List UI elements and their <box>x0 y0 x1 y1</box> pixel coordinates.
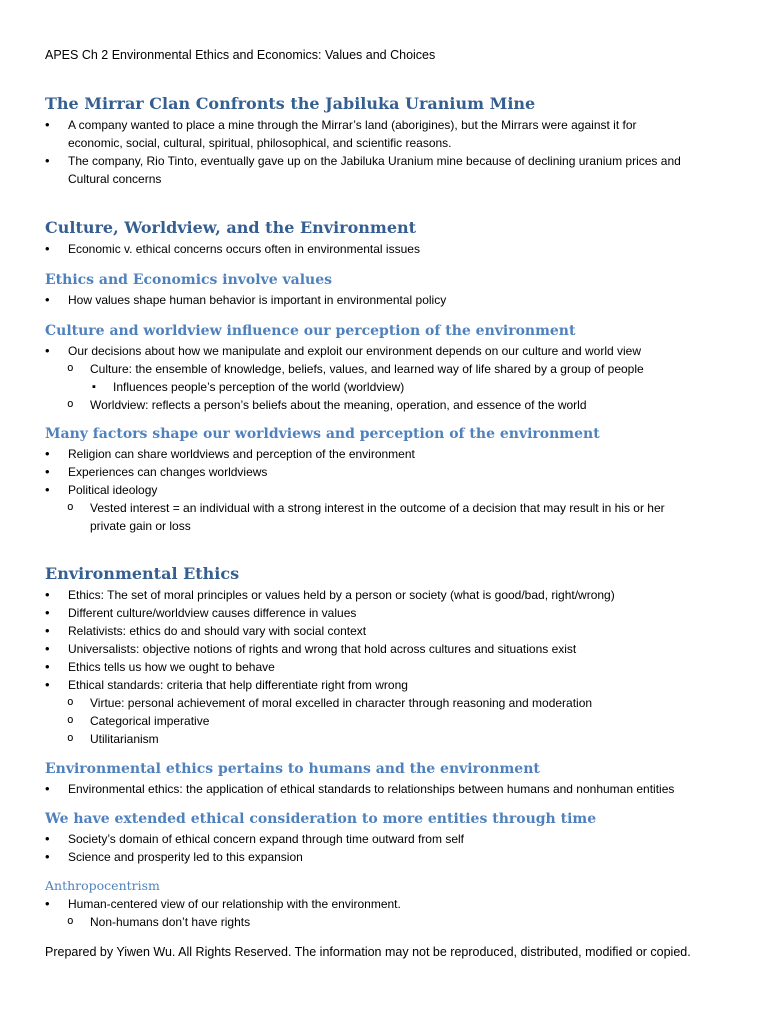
subsection-heading: We have extended ethical consideration to more entities through time <box>45 811 597 827</box>
list-item: • Society’s domain of ethical concern expand through time outward from self <box>45 830 728 848</box>
section-culture-perception <box>45 322 728 414</box>
list-item-continuation: economic, social, cultural, spiritual, philosophical, and scientific reasons. <box>68 136 452 150</box>
section-environmental-ethics <box>45 564 728 748</box>
section-anthropocentrism <box>45 878 728 931</box>
list-item: • The company, Rio Tinto, eventually gave up on the Jabiluka Uranium mine because of declining uranium prices and <box>45 152 728 170</box>
document-title: APES Ch 2 Environmental Ethics and Economics: Values and Choices <box>45 48 436 62</box>
list-item: • Human-centered view of our relationship with the environment. <box>45 895 728 913</box>
list-item: • How values shape human behavior is important in environmental policy <box>45 291 728 309</box>
list-item: • Ethics tells us how we ought to behave <box>45 658 728 676</box>
section-factors-worldviews <box>45 425 728 535</box>
sub-list-item: o Non-humans don’t have rights <box>45 913 728 931</box>
section-ethics-humans-environment <box>45 760 728 798</box>
list-item: • Political ideology <box>45 481 728 499</box>
copyright-footer: Prepared by Yiwen Wu. All Rights Reserved. The information may not be reproduced, distributed, modified or copied. <box>45 945 691 959</box>
list-item-continuation: Cultural concerns <box>68 172 162 186</box>
section-extended-consideration <box>45 810 728 866</box>
section-mirrar-clan <box>45 94 728 188</box>
section-heading: Environmental Ethics <box>45 564 240 583</box>
sub-sub-list-item: ▪ Influences people’s perception of the world (worldview) <box>45 378 728 396</box>
list-item: • Ethics: The set of moral principles or values held by a person or society (what is good/bad, right/wrong) <box>45 586 728 604</box>
sub-list-item: o Worldview: reflects a person’s beliefs about the meaning, operation, and essence of the world <box>45 396 728 414</box>
subsection-heading: Culture and worldview influence our perception of the environment <box>45 323 576 339</box>
sub-list-item: o Culture: the ensemble of knowledge, beliefs, values, and learned way of life shared by a group of people <box>45 360 728 378</box>
list-item: • Different culture/worldview causes difference in values <box>45 604 728 622</box>
subsection-heading: Many factors shape our worldviews and perception of the environment <box>45 426 600 442</box>
sub-list-item: o Vested interest = an individual with a strong interest in the outcome of a decision that may result in his or her <box>45 499 728 517</box>
list-item: • Experiences can changes worldviews <box>45 463 728 481</box>
list-item: • Religion can share worldviews and perception of the environment <box>45 445 728 463</box>
section-heading: Culture, Worldview, and the Environment <box>45 218 417 237</box>
list-item: • Our decisions about how we manipulate and exploit our environment depends on our culture and world view <box>45 342 728 360</box>
section-heading: The Mirrar Clan Confronts the Jabiluka Uranium Mine <box>45 94 536 113</box>
list-item: • Environmental ethics: the application of ethical standards to relationships between humans and nonhuman entities <box>45 780 728 798</box>
list-item: • A company wanted to place a mine through the Mirrar’s land (aborigines), but the Mirrars were against it for <box>45 116 728 134</box>
list-item: • Science and prosperity led to this expansion <box>45 848 728 866</box>
list-item: • Economic v. ethical concerns occurs often in environmental issues <box>45 240 728 258</box>
list-item: • Ethical standards: criteria that help differentiate right from wrong <box>45 676 728 694</box>
subsection-heading: Environmental ethics pertains to humans and the environment <box>45 761 540 777</box>
minor-heading: Anthropocentrism <box>45 878 160 893</box>
section-culture-worldview <box>45 218 728 258</box>
list-item: • Universalists: objective notions of rights and wrong that hold across cultures and situations exist <box>45 640 728 658</box>
sub-list-item: o Virtue: personal achievement of moral excelled in character through reasoning and moderation <box>45 694 728 712</box>
list-item: • Relativists: ethics do and should vary with social context <box>45 622 728 640</box>
sub-list-item-continuation: private gain or loss <box>90 519 191 533</box>
section-ethics-economics <box>45 271 728 309</box>
subsection-heading: Ethics and Economics involve values <box>45 272 332 288</box>
sub-list-item: o Categorical imperative <box>45 712 728 730</box>
sub-list-item: o Utilitarianism <box>45 730 728 748</box>
